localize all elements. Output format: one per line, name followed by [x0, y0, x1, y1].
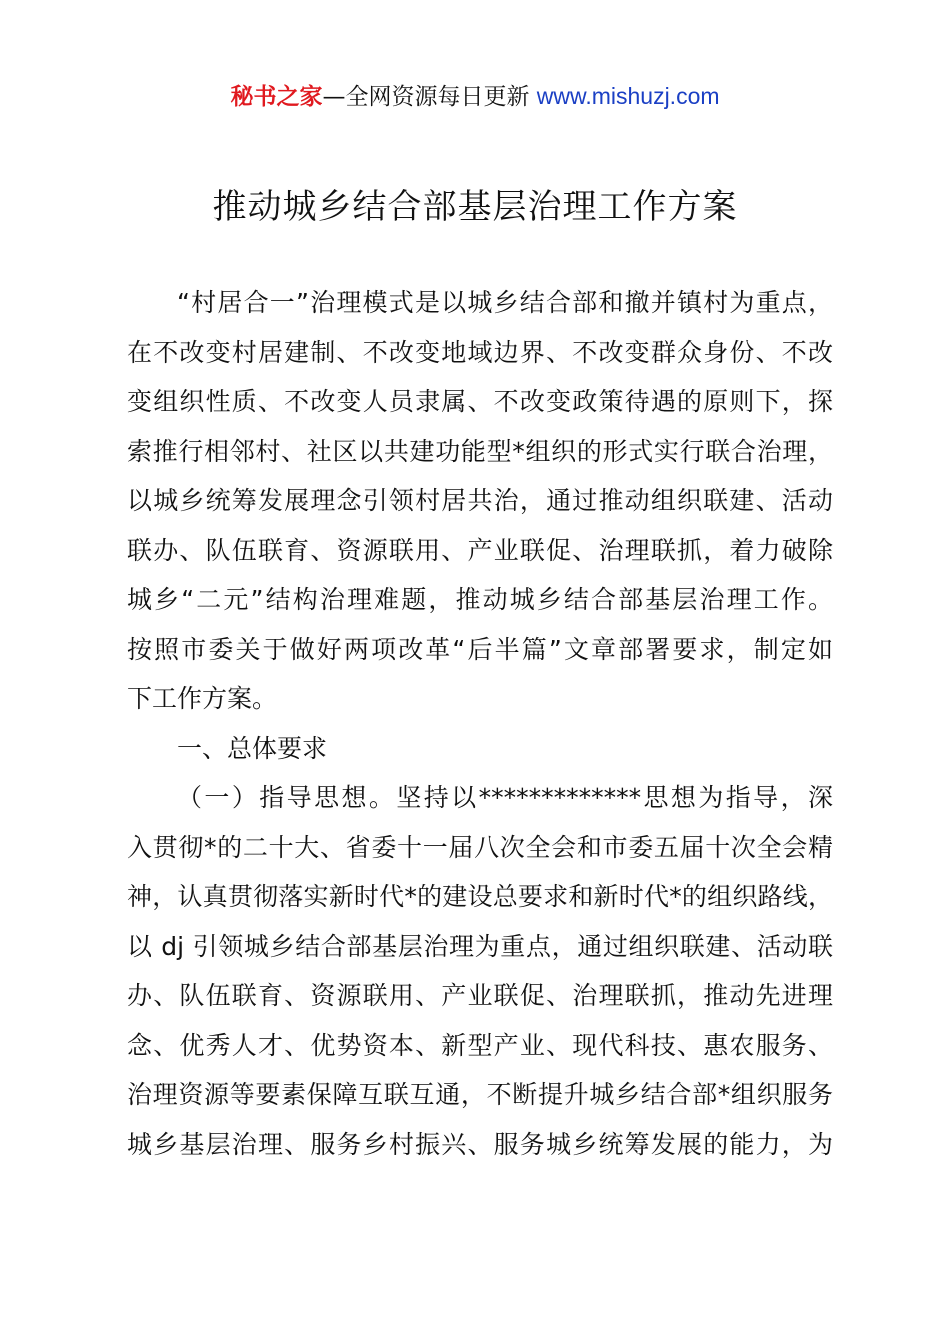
body-line: 联办、队伍联育、资源联用、产业联促、治理联抓，着力破除 — [127, 535, 833, 565]
body-line: （一）指导思想。坚持以*************思想为指导，深 — [177, 783, 833, 812]
body-line: 下工作方案。 — [127, 684, 278, 713]
body-line: 索推行相邻村、社区以共建功能型*组织的形式实行联合治理， — [127, 436, 833, 466]
site-brand: 秘书之家 — [230, 84, 323, 110]
document-title: 推动城乡结合部基层治理工作方案 — [212, 187, 738, 227]
body-line: 治理资源等要素保障互联互通，不断提升城乡结合部*组织服务 — [127, 1080, 833, 1109]
body-line: 神，认真贯彻落实新时代*的建设总要求和新时代*的组织路线， — [127, 882, 833, 911]
document-body — [127, 278, 833, 1169]
body-line: 城乡基层治理、服务乡村振兴、服务城乡统筹发展的能力，为 — [127, 1129, 833, 1159]
body-line: 办、队伍联育、资源联用、产业联促、治理联抓，推动先进理 — [127, 981, 833, 1010]
site-tagline: —全网资源每日更新 — [322, 84, 530, 110]
body-line: 按照市委关于做好两项改革“后半篇”文章部署要求，制定如 — [127, 634, 833, 664]
body-line: “村居合一”治理模式是以城乡结合部和撤并镇村为重点， — [177, 288, 833, 317]
body-line: 城乡“二元”结构治理难题，推动城乡结合部基层治理工作。 — [127, 585, 833, 614]
site-url-link[interactable]: www.mishuzj.com — [536, 83, 720, 109]
body-line: 念、优秀人才、优势资本、新型产业、现代科技、惠农服务、 — [127, 1030, 833, 1060]
body-line: 以城乡统筹发展理念引领村居共治，通过推动组织联建、活动 — [127, 486, 833, 515]
body-line: 在不改变村居建制、不改变地域边界、不改变群众身份、不改 — [127, 337, 833, 367]
section-heading: 一、总体要求 — [177, 733, 328, 763]
body-line: 入贯彻*的二十大、省委十一届八次全会和市委五届十次全会精 — [127, 832, 833, 862]
body-line: 以 dj 引领城乡结合部基层治理为重点，通过组织联建、活动联 — [127, 931, 833, 961]
site-header — [0, 80, 950, 113]
body-line: 变组织性质、不改变人员隶属、不改变政策待遇的原则下，探 — [127, 387, 833, 416]
